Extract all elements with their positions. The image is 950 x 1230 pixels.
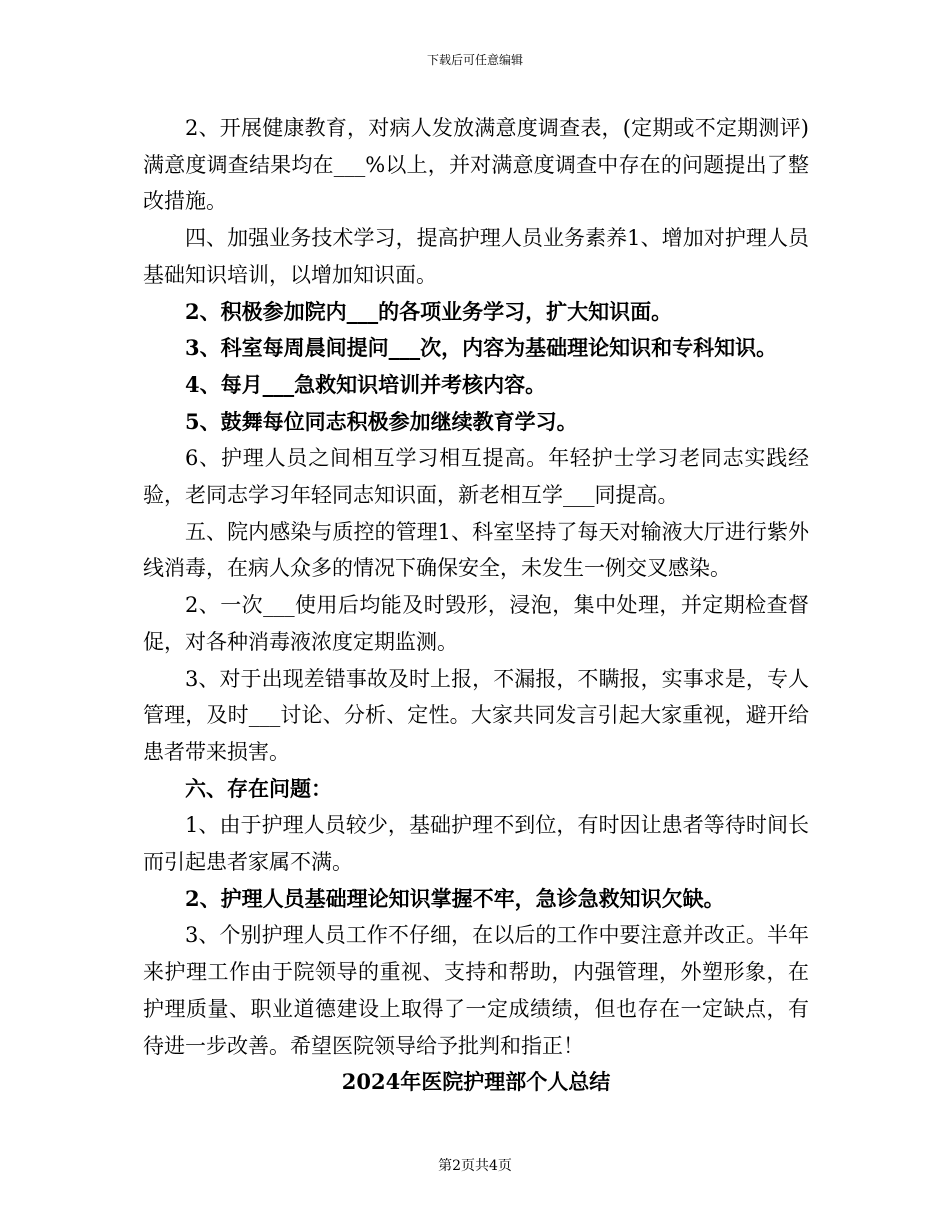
paragraph-knowledge-gap: 2、护理人员基础理论知识掌握不牢，急诊急救知识欠缺。 [185,885,725,911]
paragraph-error-reporting: 3、对于出现差错事故及时上报，不漏报，不瞒报，实事求是，专人管理，及时___讨论、分析、定性。大家共同发言引起大家重视，避开给患者带来损害。 [143,666,809,764]
paragraph-section-four: 四、加强业务技术学习，提高护理人员业务素养1、增加对护理人员基础知识培训，以增加知识面。 [143,226,809,287]
paragraph-section-six-heading: 六、存在问题： [185,775,332,801]
paragraph-hospital-study: 2、积极参加院内___的各项业务学习，扩大知识面。 [185,298,673,324]
paragraph-staff-shortage: 1、由于护理人员较少，基础护理不到位，有时因让患者等待时间长而引起患者家属不满。 [143,813,809,875]
paragraph-disposal: 2、一次___使用后均能及时毁形，浸泡，集中处理，并定期检查督促，对各种消毒液浓度定期监测。 [143,593,809,654]
paragraph-section-five: 五、院内感染与质控的管理1、科室坚持了每天对输液大厅进行紫外线消毒，在病人众多的情况下确保安全，未发生一例交叉感染。 [143,519,809,581]
document-title: 2024年医院护理部个人总结 [341,1069,611,1095]
paragraph-mutual-learning: 6、护理人员之间相互学习相互提高。年轻护士学习老同志实践经验，老同志学习年轻同志知识面，新老相互学___同提高。 [143,446,809,508]
paragraph-monthly-training: 4、每月___急救知识培训并考核内容。 [185,371,547,397]
page-header: 下载后可任意编辑 [426,53,523,67]
paragraph-morning-questions: 3、科室每周晨间提问___次，内容为基础理论知识和专科知识。 [185,335,778,361]
paragraph-continuing-education: 5、鼓舞每位同志积极参加继续教育学习。 [185,408,578,434]
document-body [143,110,809,1101]
paragraph-conclusion: 3、个别护理人员工作不仔细，在以后的工作中要注意并改正。半年来护理工作由于院领导的重视、支持和帮助，内强管理，外塑形象，在护理质量、职业道德建设上取得了一定成绩绩，但也存在一定缺点，有待进一步改善。希望医院领导给予批判和指正！ [143,923,809,1058]
paragraph-health-education: 2、开展健康教育，对病人发放满意度调查表，(定期或不定期测评)满意度调查结果均在___%以上，并对满意度调查中存在的问题提出了整改措施。 [143,116,809,214]
page-footer: 第2页共4页 [438,1158,512,1174]
